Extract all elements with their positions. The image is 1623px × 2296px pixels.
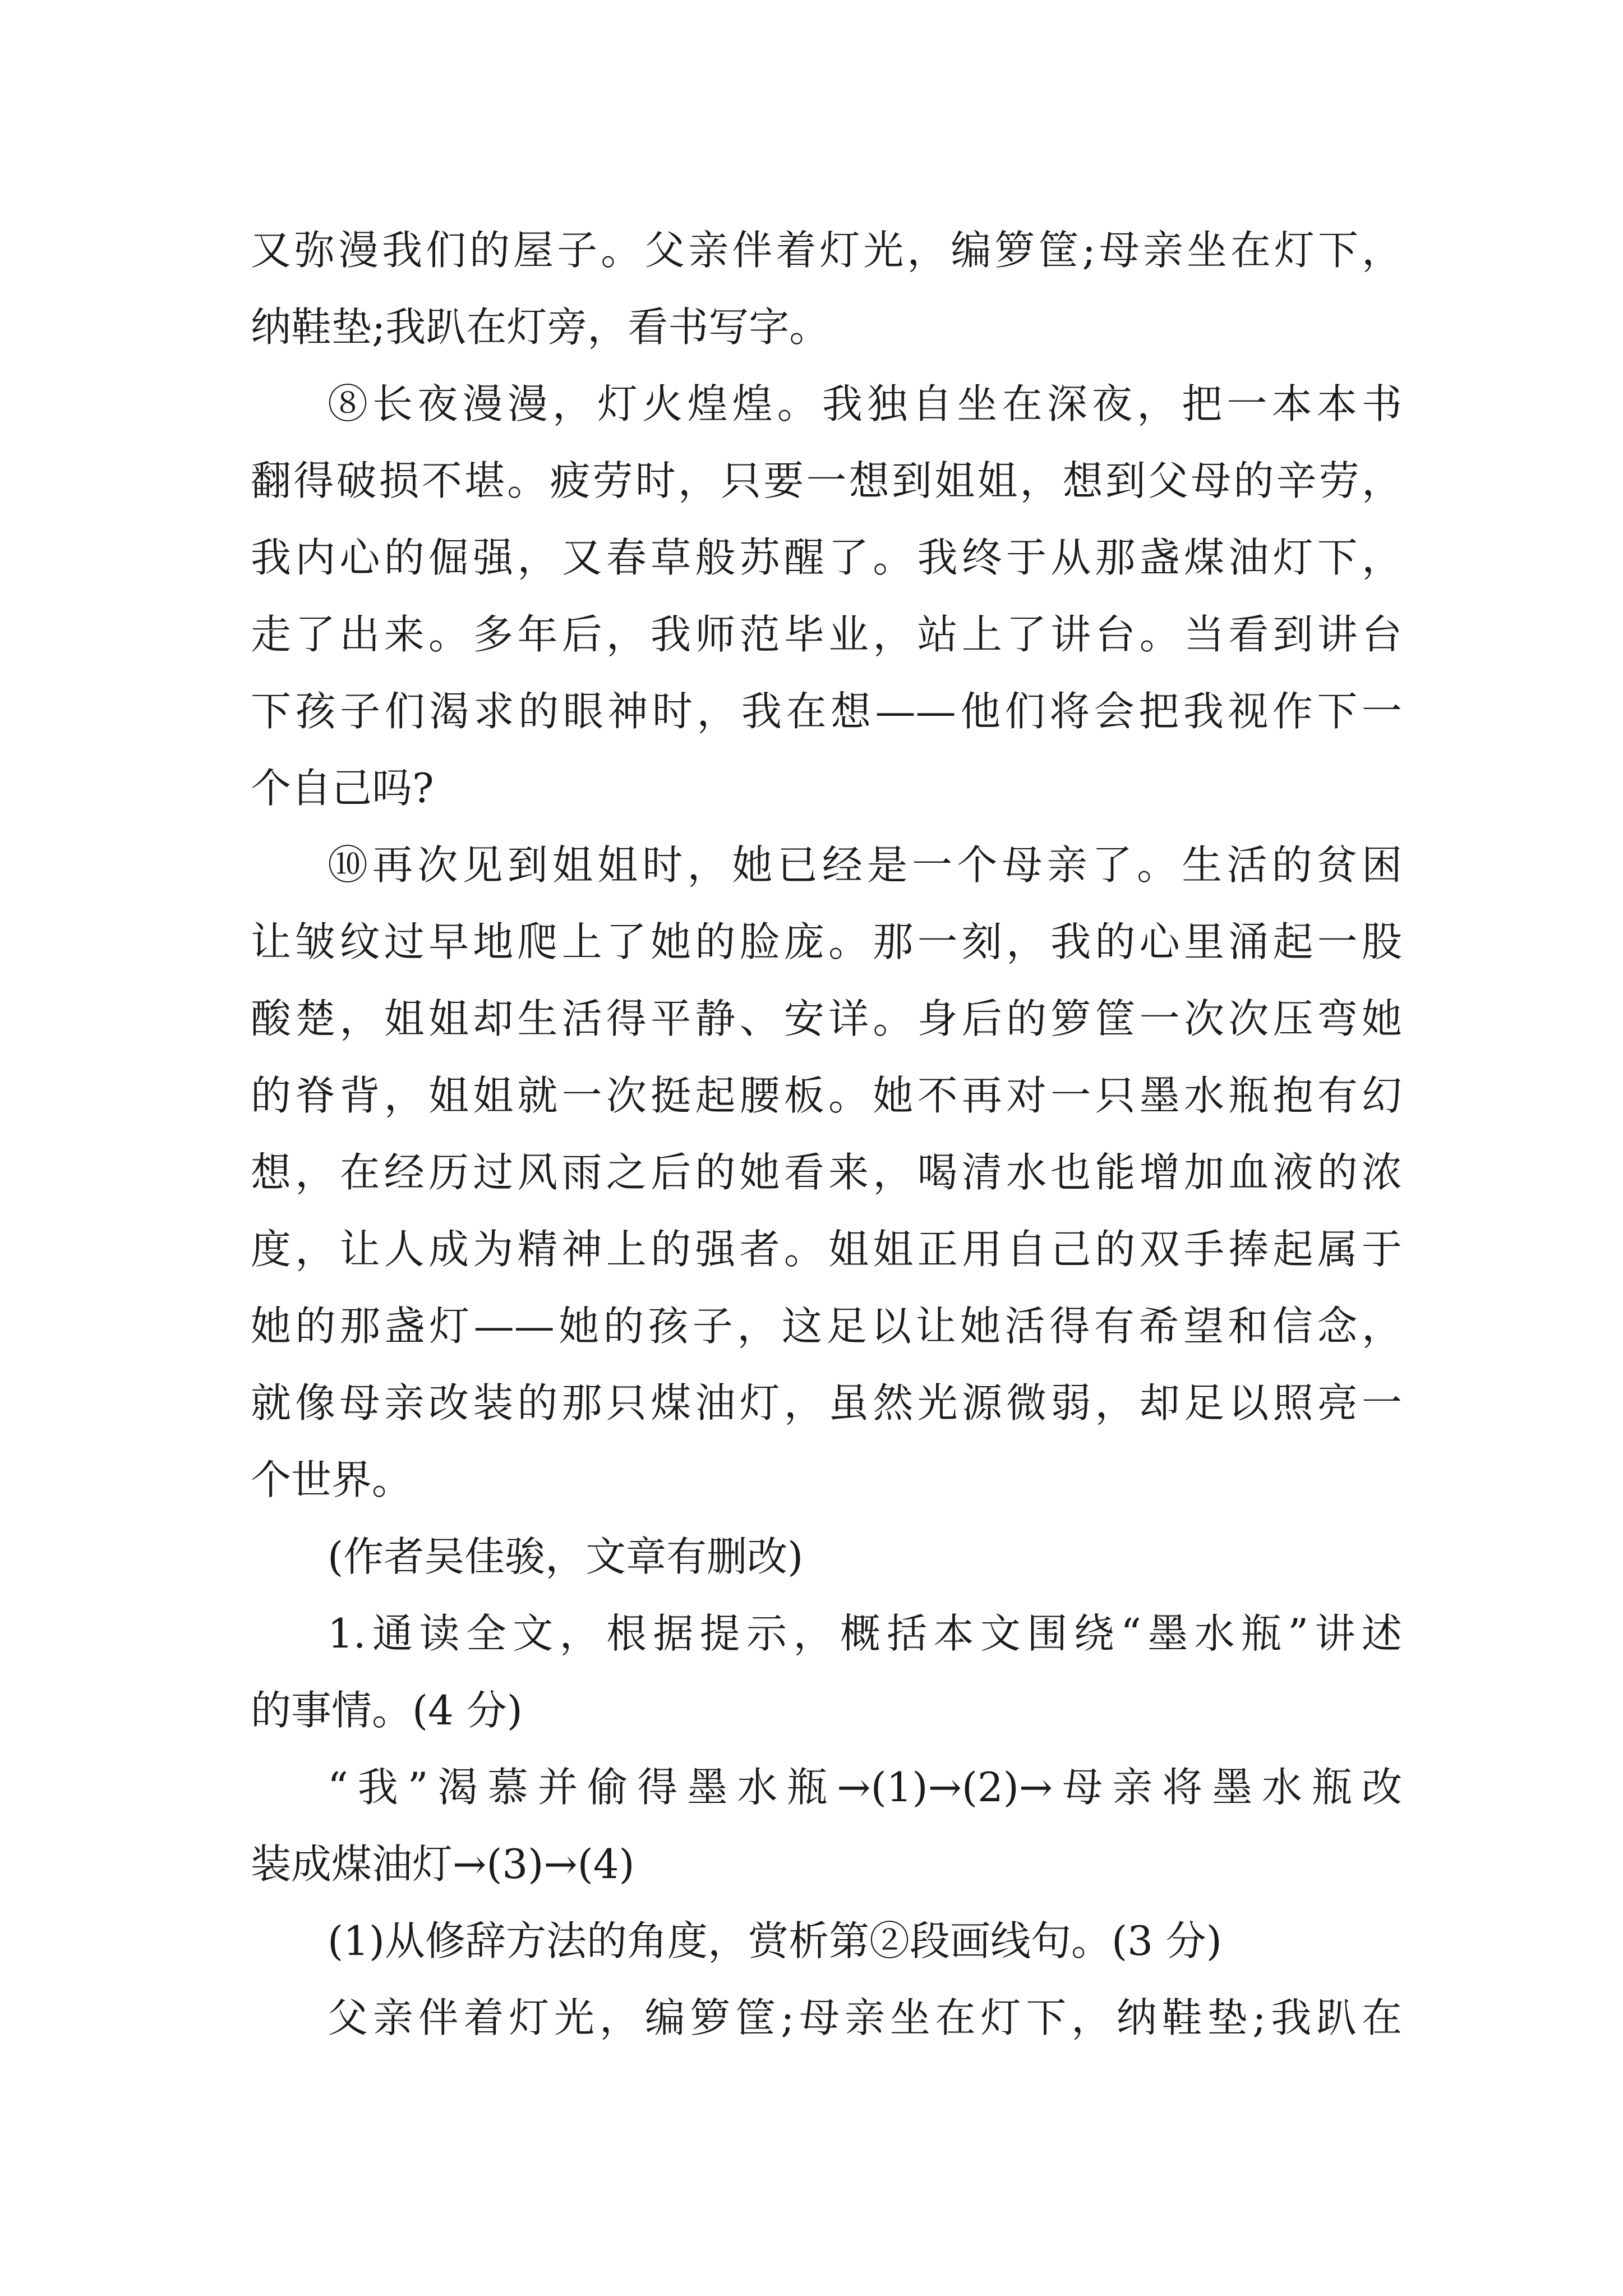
passage-line: 个世界。 <box>251 1456 413 1503</box>
question-2-prompt: (1)从修辞方法的角度，赏析第②段画线句。(3 分) <box>328 1917 1222 1964</box>
passage-paragraph-8-start: ⑧长夜漫漫，灯火煌煌。我独自坐在深夜，把一本本书 <box>328 380 1402 427</box>
question-2-quoted-sentence: 父亲伴着灯光，编箩筐;母亲坐在灯下，纳鞋垫;我趴在 <box>328 1994 1402 2041</box>
passage-line: 她的那盏灯——她的孩子，这足以让她活得有希望和信念， <box>251 1303 1402 1350</box>
passage-line: 下孩子们渴求的眼神时，我在想——他们将会把我视作下一 <box>251 688 1402 735</box>
passage-line: 让皱纹过早地爬上了她的脸庞。那一刻，我的心里涌起一股 <box>251 918 1402 965</box>
passage-line: 又弥漫我们的屋子。父亲伴着灯光，编箩筐;母亲坐在灯下， <box>251 227 1402 274</box>
question-1-prompt: 的事情。(4 分) <box>251 1687 523 1734</box>
passage-line: 纳鞋垫;我趴在灯旁，看书写字。 <box>251 303 830 351</box>
passage-paragraph-10-start: ⑩再次见到姐姐时，她已经是一个母亲了。生活的贫困 <box>328 841 1402 889</box>
question-1-flow: 装成煤油灯→(3)→(4) <box>251 1841 635 1888</box>
attribution: (作者吴佳骏，文章有删改) <box>328 1533 804 1580</box>
passage-line: 度，让人成为精神上的强者。姐姐正用自己的双手捧起属于 <box>251 1226 1402 1273</box>
passage-line: 的脊背，姐姐就一次挺起腰板。她不再对一只墨水瓶抱有幻 <box>251 1072 1402 1119</box>
question-1-flow: “我”渴慕并偷得墨水瓶→(1)→(2)→母亲将墨水瓶改 <box>328 1764 1402 1811</box>
text-column <box>251 212 1402 2056</box>
passage-line: 酸楚，姐姐却生活得平静、安详。身后的箩筐一次次压弯她 <box>251 995 1402 1042</box>
passage-line: 我内心的倔强，又春草般苏醒了。我终于从那盏煤油灯下， <box>251 534 1402 581</box>
passage-line: 走了出来。多年后，我师范毕业，站上了讲台。当看到讲台 <box>251 611 1402 658</box>
passage-line: 翻得破损不堪。疲劳时，只要一想到姐姐，想到父母的辛劳， <box>251 457 1402 504</box>
passage-line: 个自己吗? <box>251 765 434 812</box>
passage-line: 想，在经历过风雨之后的她看来，喝清水也能增加血液的浓 <box>251 1149 1402 1196</box>
question-1-prompt: 1.通读全文，根据提示，概括本文围绕“墨水瓶”讲述 <box>328 1610 1402 1657</box>
passage-line: 就像母亲改装的那只煤油灯，虽然光源微弱，却足以照亮一 <box>251 1379 1402 1427</box>
